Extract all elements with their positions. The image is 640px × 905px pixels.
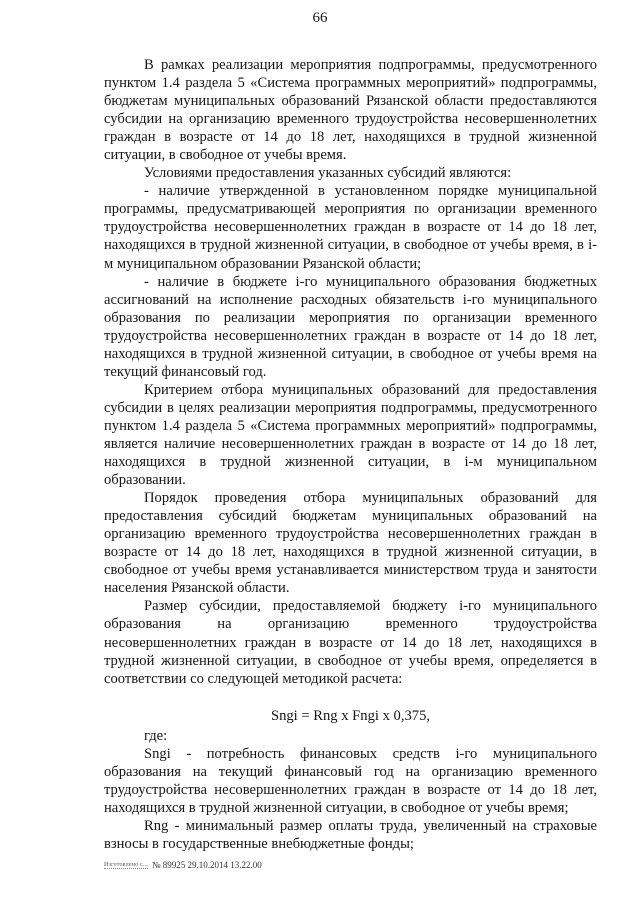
footer-doc-ref: № 89925 29.10.2014 13.22.00 <box>151 860 262 870</box>
formula: Sngi = Rng x Fngi x 0,375, <box>270 707 431 724</box>
paragraph-subsidy-intro: В рамках реализации мероприятия подпрограммы, предусмотренного пунктом 1.4 раздела 5 «Система программных мероприятий» подпрограммы, бюджетам муниципальных образований Рязанской области предоставляются субсидии на организацию временного трудоустройства несовершеннолетних граждан в возрасте от 14 до 18 лет, находящихся в трудной жизненной ситуации, в свободное от учебы время. <box>104 57 597 164</box>
page-number: 66 <box>312 10 328 26</box>
footer-stamp: Изготовлено с... <box>104 861 148 868</box>
paragraph-selection-procedure: Порядок проведения отбора муниципальных образований для предоставления субсидий бюджетам муниципальных образований на организацию временного трудоустройства несовершеннолетних граждан в возрасте от 14 до 18 лет, находящихся в трудной жизненной ситуации, в свободное от учебы время устанавливается министерством труда и занятости населения Рязанской области. <box>104 490 597 597</box>
paragraph-subsidy-size: Размер субсидии, предоставляемой бюджету i-го муниципального образования на организацию временного трудоустройства несовершеннолетних граждан в возрасте от 14 до 18 лет, находящихся в трудной жизненной ситуации, в свободное от учебы время, определяется в соответствии со следующей методикой расчета: <box>104 598 597 687</box>
paragraph-conditions-heading: Условиями предоставления указанных субсидий являются: <box>144 165 512 182</box>
document-body <box>104 56 597 853</box>
paragraph-where: где: <box>144 727 168 744</box>
footer <box>104 860 262 870</box>
paragraph-condition-budget: - наличие в бюджете i-го муниципального образования бюджетных ассигнований на исполнение расходных обязательств i-го муниципального образования по реализации мероприятия по организации временного трудоустройства несовершеннолетних граждан в возрасте от 14 до 18 лет, находящихся в трудной жизненной ситуации, в свободное от учебы время на текущий финансовый год. <box>104 273 597 380</box>
paragraph-selection-criterion: Критерием отбора муниципальных образований для предоставления субсидии в целях реализации мероприятия подпрограммы, предусмотренного пунктом 1.4 раздела 5 «Система программных мероприятий» подпрограммы, является наличие несовершеннолетних граждан в возрасте от 14 до 18 лет, находящихся в трудной жизненной ситуации, в i-м муниципальном образовании. <box>104 381 597 489</box>
paragraph-condition-program: - наличие утвержденной в установленном порядке муниципальной программы, предусматривающей мероприятия по организации временного трудоустройства несовершеннолетних граждан в возрасте от 14 до 18 лет, находящихся в трудной жизненной ситуации, в свободное от учебы время, в i-м муниципальном образовании Рязанской области; <box>104 183 597 272</box>
paragraph-rng-definition: Rng - минимальный размер оплаты труда, увеличенный на страховые взносы в государственные внебюджетные фонды; <box>104 817 597 852</box>
paragraph-sngi-definition: Sngi - потребность финансовых средств i-го муниципального образования на текущий финансовый год на организацию временного трудоустройства несовершеннолетних граждан в возрасте от 14 до 18 лет, находящихся в трудной жизненной ситуации, в свободное от учебы время; <box>104 745 597 816</box>
